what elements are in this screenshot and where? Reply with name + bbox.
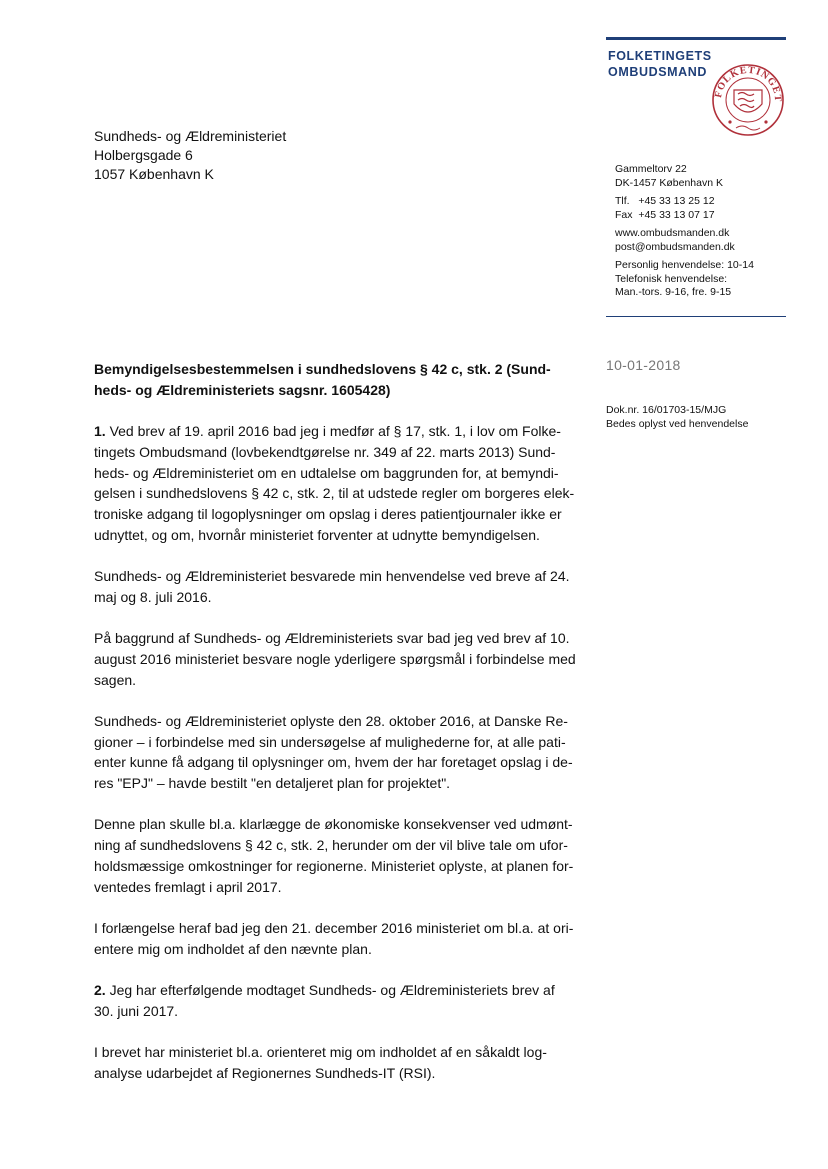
document-reference bbox=[606, 403, 748, 431]
paragraph-2: Sundheds- og Ældreministeriet besvarede min henvendelse ved breve af 24. maj og 8. juli 2016. bbox=[94, 568, 570, 605]
paragraph-1-text: Ved brev af 19. april 2016 bad jeg i medfør af § 17, stk. 1, i lov om Folke-tingets Ombudsmand (lovbekendtgørelse nr. 349 af 22. marts 2013) Sund-heds- og Ældreministeriet om en udtalelse om baggrunden for, at bemyndi-gelsen i sundhedslovens § 42 c, stk. 2, til at udstede regler om borgeres elek-troniske adgang til logoplysninger om opslag i deres patientjournaler ikke er udnyttet, og om, hvornår ministeriet forventer at udnytte bemyndigelsen. bbox=[94, 423, 575, 543]
crest-seal-icon bbox=[708, 56, 788, 136]
letter-body bbox=[94, 359, 576, 1104]
contact-personal-hours: Personlig henvendelse: 10-14 bbox=[615, 259, 754, 271]
paragraph-8: I brevet har ministeriet bl.a. orienteret mig om indholdet af en såkaldt log-analyse udarbejdet af Regionernes Sundheds-IT (RSI). bbox=[94, 1044, 547, 1081]
contact-phone: Tlf. +45 33 13 25 12 bbox=[615, 195, 715, 207]
paragraph-6: I forlængelse heraf bad jeg den 21. december 2016 ministeriet om bl.a. at ori-entere mig om indholdet af den nævnte plan. bbox=[94, 919, 574, 957]
section-number-1: 1. bbox=[94, 423, 106, 440]
contact-info bbox=[615, 163, 795, 305]
letter-date: 10-01-2018 bbox=[606, 357, 681, 373]
paragraph-7-text: Jeg har efterfølgende modtaget Sundheds- og Ældreministeriets brev af 30. juni 2017. bbox=[94, 981, 555, 1019]
contact-phone-hours-label: Telefonisk henvendelse: bbox=[615, 272, 728, 285]
recipient-street: Holbergsgade 6 bbox=[94, 147, 193, 163]
paragraph-1 bbox=[94, 421, 576, 545]
paragraph-4: Sundheds- og Ældreministeriet oplyste den 28. oktober 2016, at Danske Re-gioner – i forbindelse med sin undersøgelse af mulighederne for, at alle pati-enter kunne få adgang til oplysninger om, hvem der har foretaget opslag i de-res "EPJ" – havde bestilt "en detaljeret plan for projektet". bbox=[94, 712, 573, 791]
contact-divider bbox=[606, 316, 786, 317]
document-number: Dok.nr. 16/01703-15/MJG bbox=[606, 404, 727, 416]
contact-phone-hours: Man.-tors. 9-16, fre. 9-15 bbox=[615, 286, 732, 298]
contact-fax: Fax +45 33 13 07 17 bbox=[615, 208, 715, 221]
logo-line-1: FOLKETINGETS bbox=[608, 49, 712, 63]
recipient-name: Sundheds- og Ældreministeriet bbox=[94, 128, 287, 144]
paragraph-3: På baggrund af Sundheds- og Ældreministeriets svar bad jeg ved brev af 10. august 2016 ministeriet besvare nogle yderligere spørgsmål i forbindelse med sagen. bbox=[94, 630, 576, 688]
logo-line-2: OMBUDSMAND bbox=[608, 65, 708, 79]
svg-text:FOLKETINGET bbox=[713, 65, 783, 103]
logo-top-rule bbox=[606, 37, 786, 40]
section-number-2: 2. bbox=[94, 981, 106, 998]
document-reference-note: Bedes oplyst ved henvendelse bbox=[606, 418, 749, 430]
contact-address-line-1: Gammeltorv 22 bbox=[615, 163, 687, 175]
contact-website-link[interactable]: www.ombudsmanden.dk bbox=[615, 227, 730, 239]
paragraph-5: Denne plan skulle bl.a. klarlægge de økonomiske konsekvenser ved udmønt-ning af sundhedslovens § 42 c, stk. 2, herunder om der vil blive tale om ufor-holdsmæssige omkostninger for regionerne. Ministeriet oplyste, at planen for-ventedes fremlagt i april 2017. bbox=[94, 816, 574, 895]
institution-logo bbox=[608, 48, 718, 80]
contact-address-line-2: DK-1457 København K bbox=[615, 176, 723, 189]
seal-text: FOLKETINGET bbox=[712, 64, 784, 103]
recipient-city: 1057 København K bbox=[94, 166, 214, 182]
recipient-address bbox=[94, 127, 286, 184]
letter-subject: Bemyndigelsesbestemmelsen i sundhedslovens § 42 c, stk. 2 (Sund-heds- og Ældreministeriets sagsnr. 1605428) bbox=[94, 361, 551, 398]
contact-email-link[interactable]: post@ombudsmanden.dk bbox=[615, 240, 735, 253]
paragraph-7 bbox=[94, 980, 576, 1021]
